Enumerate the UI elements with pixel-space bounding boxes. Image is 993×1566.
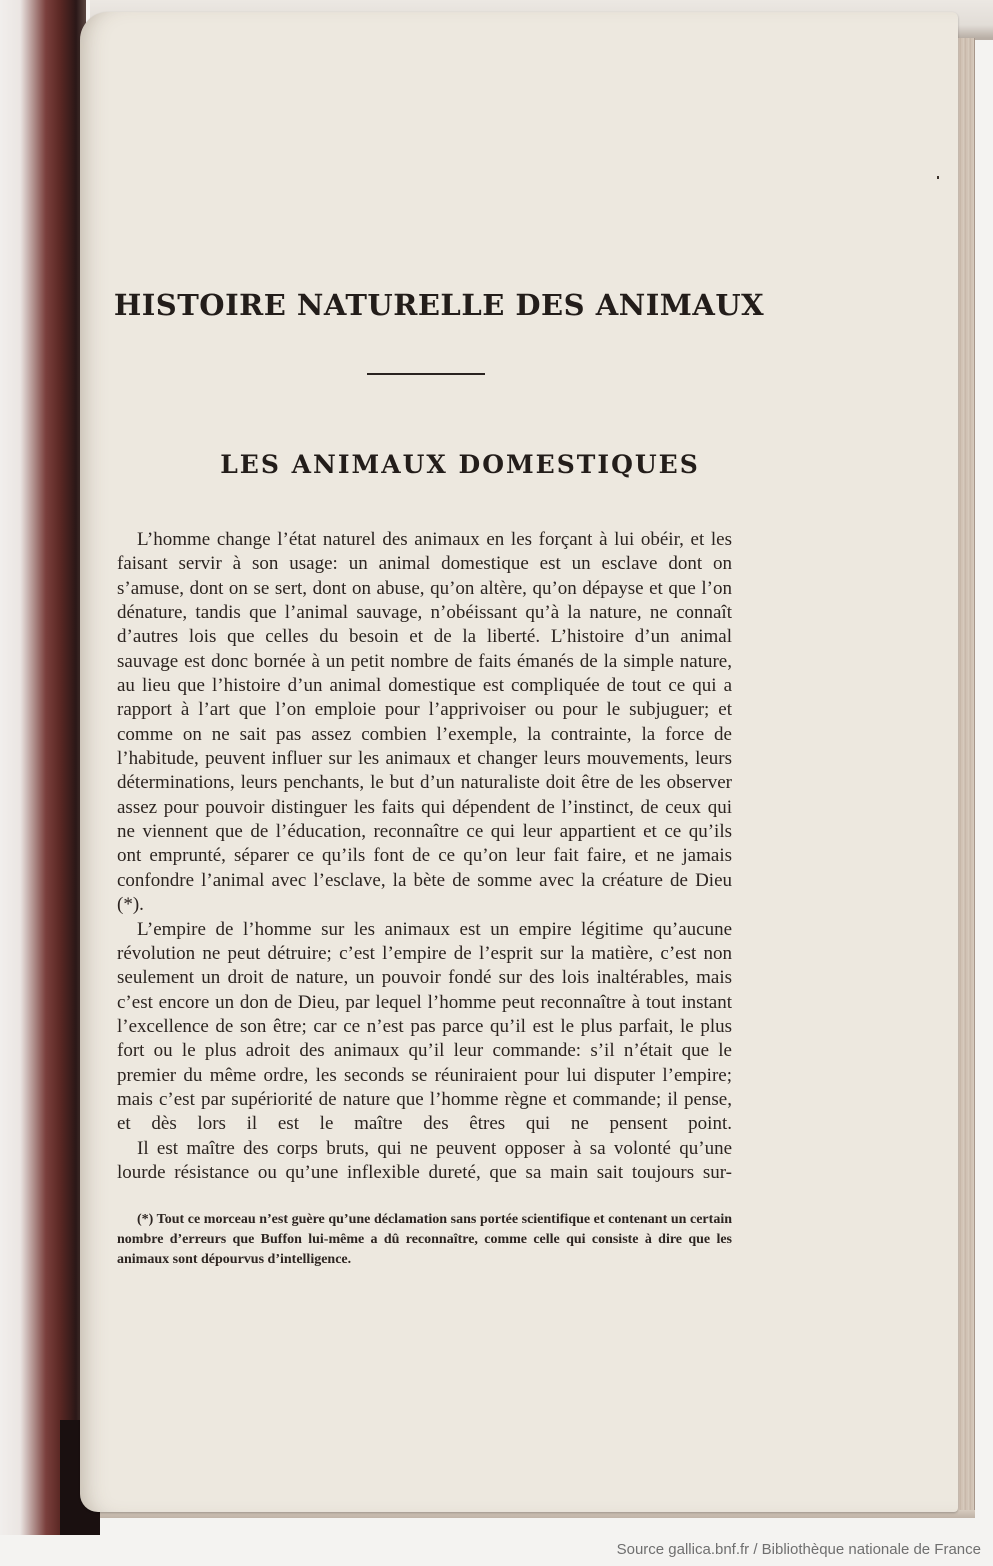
- source-credit: Source gallica.bnf.fr / Bibliothèque nationale de France: [616, 1541, 981, 1558]
- section-heading: LES ANIMAUX DOMESTIQUES: [220, 450, 700, 479]
- body-text: [117, 528, 732, 1185]
- paragraph-3: Il est maître des corps bruts, qui ne peuvent opposer à sa volonté qu’une lourde résistance ou qu’une inflexible dureté, que sa main sait toujours sur-: [117, 1137, 732, 1183]
- title-divider: [367, 373, 485, 375]
- footnote: (*) Tout ce morceau n’est guère qu’une déclamation sans portée scientifique et contenant un certain nombre d’erreurs que Buffon lui-même a dû reconnaître, comme celle qui consiste à dire que les animaux sont dépourvus d’intelligence.: [117, 1212, 732, 1267]
- page-mark: [937, 176, 939, 179]
- paragraph-2: L’empire de l’homme sur les animaux est un empire légitime qu’aucune révolution ne peut détruire; c’est l’empire de l’esprit sur la matière, c’est non seulement un droit de nature, un pouvoir fondé sur des lois inaltérables, mais c’est encore un don de Dieu, par lequel l’homme peut reconnaître à tout instant l’excellence de son être; car ce n’est pas parce qu’il est le plus parfait, le plus fort ou le plus adroit des animaux qu’il leur commande: s’il n’était que le premier du même ordre, les seconds se réuniraient pour lui disputer l’empire; mais c’est par supériorité de nature que l’homme règne et commande; il pense, et dès lors il est le maître des êtres qui ne pensent point.: [117, 918, 732, 1135]
- page-title: HISTOIRE NATURELLE DES ANIMAUX: [113, 288, 765, 322]
- book-binding: [0, 0, 86, 1535]
- paragraph-1: L’homme change l’état naturel des animaux en les forçant à lui obéir, et les faisant servir à son usage: un animal domestique est un esclave dont on s’amuse, dont on se sert, dont on abuse, qu’on altère, qu’on dépayse et que l’on dénature, tandis que l’animal sauvage, n’obéissant qu’à la nature, ne connaît d’autres lois que celles du besoin et de la liberté. L’histoire d’un animal sauvage est donc bornée à un petit nombre de faits émanés de la simple nature, au lieu que l’histoire d’un animal domestique est compliquée de tout ce qui a rapport à l’art que l’on emploie pour l’apprivoiser ou pour le subjuguer; et comme on ne sait pas assez combien l’exemple, la contrainte, la force de l’habitude, peuvent influer sur les animaux et changer leurs mouvements, leurs déterminations, leurs penchants, le but d’un naturaliste doit être de les observer assez pour pouvoir distinguer les faits qui dépendent de l’instinct, de ceux qui ne viennent que de l’éducation, reconnaître ce qui leur appartient et ce qu’ils ont emprunté, séparer ce qu’ils font de ce qu’on leur fait faire, et ne jamais confondre l’animal avec l’esclave, la bète de somme avec la créature de Dieu (*).: [117, 529, 732, 916]
